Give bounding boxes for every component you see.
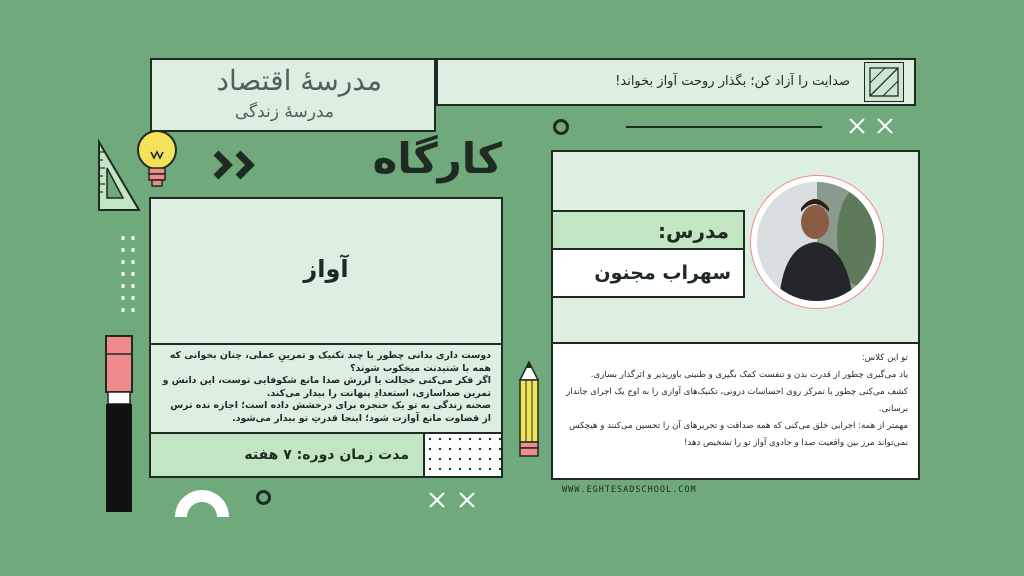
portrait-frame [750, 175, 884, 309]
circle-ring-icon-bottom [256, 490, 271, 505]
instructor-name-box [551, 248, 745, 298]
website-text[interactable]: WWW.EGHTESADSCHOOL.COM [562, 485, 697, 495]
pencil-icon [514, 360, 544, 464]
course-info-line-1: یاد می‌گیری چطور از قدرت بدن و تنفست کمک بگیری و طنینی باورپذیر و اثرگذار بسازی. [590, 370, 908, 380]
instructor-label: مدرس: [657, 219, 729, 243]
description-line-3: صحنه زندگی به تو یک حنجره برای درخشش داده است؛ اجازه نده ترس از قضاوت مانع آوازت شود؛ اینجا قدرتِ تو بیدار می‌شود. [170, 400, 491, 424]
triangle-ruler-icon [95, 138, 143, 218]
brand-name-sub: مدرسهٔ زندگی [234, 102, 334, 122]
course-info-line-3: مهمتر از همه: اجرایی خلق می‌کنی که همه صداقت و تحریرهای آن را تحسین می‌کنند و هیچکس نمی‌تواند مرز بین واقعیت صدا و جادوی آواز تو را تشخیص دهد! [569, 421, 908, 448]
double-chevron-icon [212, 150, 264, 184]
slogan-text: صدایت را آزاد کن؛ بگذار روحت آواز بخواند! [615, 74, 850, 89]
close-x-icon [848, 117, 898, 141]
instructor-name: سهراب مجنون [594, 262, 731, 284]
logo-icon [864, 62, 904, 102]
workshop-heading: کارگاه [372, 134, 502, 183]
duration-box [149, 432, 425, 478]
course-info-intro: تو این کلاس: [861, 353, 908, 363]
workshop-title: آواز [303, 255, 349, 283]
course-info-line-2: کشف می‌کنی چطور با تمرکز روی احساسات درونی، تکنیک‌های آوازی را به اوج یک اجرای جاندار برسانی. [566, 387, 908, 414]
dot-grid-box [423, 432, 503, 478]
half-circle-icon [171, 487, 233, 523]
divider-line [626, 126, 822, 128]
logo-box [150, 58, 436, 132]
marker-icon [104, 334, 134, 520]
instructor-photo [757, 182, 876, 301]
slogan-bar [436, 58, 916, 106]
dot-pattern-left [118, 232, 140, 314]
brand-name-main: مدرسهٔ اقتصاد [216, 64, 382, 97]
instructor-label-box [551, 210, 745, 250]
description-line-1: دوست داری بدانی چطور با چند تکنیک و تمرینِ عملی، چنان بخوانی که همه با شنیدنت میخکوب شوند؟ [169, 350, 491, 374]
description-line-2: اگر فکر می‌کنی خجالت یا لرزش صدا مانع شکوفایی توست، این دانش و تمرین صداسازی، استعدادِ پنهانت را بیدار می‌کند. [162, 375, 491, 399]
circle-ring-icon [553, 119, 569, 135]
workshop-description-box [149, 343, 503, 434]
close-x-icon-bottom [428, 491, 480, 515]
course-info-box [551, 342, 920, 480]
workshop-title-box [149, 197, 503, 345]
duration-text: مدت زمان دوره: ۷ هفته [244, 447, 409, 463]
